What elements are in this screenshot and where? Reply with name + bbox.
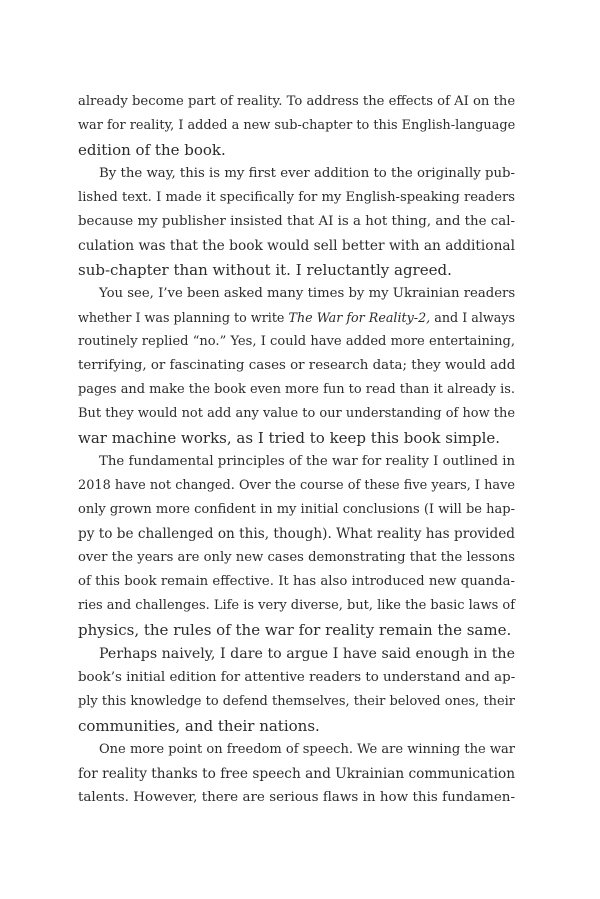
paragraph	[78, 90, 515, 162]
text-line: of this book remain effective. It has also introduced new quanda-	[78, 574, 515, 589]
text-line: py to be challenged on this, though). What reality has provided	[78, 526, 515, 542]
text-line: for reality thanks to free speech and Ukrainian communication	[78, 766, 516, 782]
text-line: pages and make the book even more fun to read than it already is.	[78, 382, 515, 397]
text-line: ply this knowledge to defend themselves, their beloved ones, their	[78, 694, 515, 709]
paragraph	[78, 450, 515, 642]
text-line: But they would not add any value to our understanding of how the	[78, 406, 515, 421]
text-line: war machine works, as I tried to keep this book simple.	[78, 429, 501, 447]
text-line: ries and challenges. Life is very diverse, but, like the basic laws of	[78, 598, 516, 613]
text-line: routinely replied “no.” Yes, I could have added more entertaining,	[78, 334, 515, 349]
text-line	[78, 306, 515, 330]
text-line: talents. However, there are serious flaws in how this fundamen-	[78, 790, 515, 805]
paragraph	[78, 282, 515, 450]
text-line: already become part of reality. To address the effects of AI on the	[78, 94, 516, 109]
text-line: book’s initial edition for attentive readers to understand and ap-	[78, 670, 516, 685]
text-line: terrifying, or fascinating cases or research data; they would add	[78, 358, 516, 373]
text-line: communities, and their nations.	[78, 717, 320, 735]
text-line: The fundamental principles of the war for reality I outlined in	[99, 454, 516, 469]
text-line: war for reality, I added a new sub-chapter to this English-language	[78, 118, 516, 133]
text-line: Perhaps naively, I dare to argue I have said enough in the	[99, 646, 515, 662]
text-line: edition of the book.	[78, 141, 226, 159]
text-line: One more point on freedom of speech. We are winning the war	[99, 742, 515, 757]
body-text	[78, 90, 515, 810]
text-line: lished text. I made it specifically for my English-speaking readers	[78, 190, 515, 205]
book-title-italic: The War for Reality-2,	[288, 310, 431, 325]
text-line: over the years are only new cases demonstrating that the lessons	[78, 550, 515, 565]
text-run: whether I was planning to write	[78, 310, 289, 325]
text-line: because my publisher insisted that AI is a hot thing, and the cal-	[78, 214, 515, 229]
text-line: You see, I’ve been asked many times by my Ukrainian readers	[99, 286, 516, 301]
paragraph	[78, 738, 515, 810]
text-line: culation was that the book would sell better with an additional	[78, 238, 515, 254]
text-line: sub-chapter than without it. I reluctantly agreed.	[78, 261, 452, 279]
paragraph	[78, 642, 515, 738]
text-line: By the way, this is my first ever addition to the originally pub-	[99, 166, 515, 181]
paragraph	[78, 162, 515, 282]
text-run: and I always	[430, 310, 516, 325]
text-line: physics, the rules of the war for reality remain the same.	[78, 621, 512, 639]
text-line: 2018 have not changed. Over the course of these five years, I have	[78, 478, 515, 493]
text-line: only grown more confident in my initial conclusions (I will be hap-	[78, 502, 515, 517]
